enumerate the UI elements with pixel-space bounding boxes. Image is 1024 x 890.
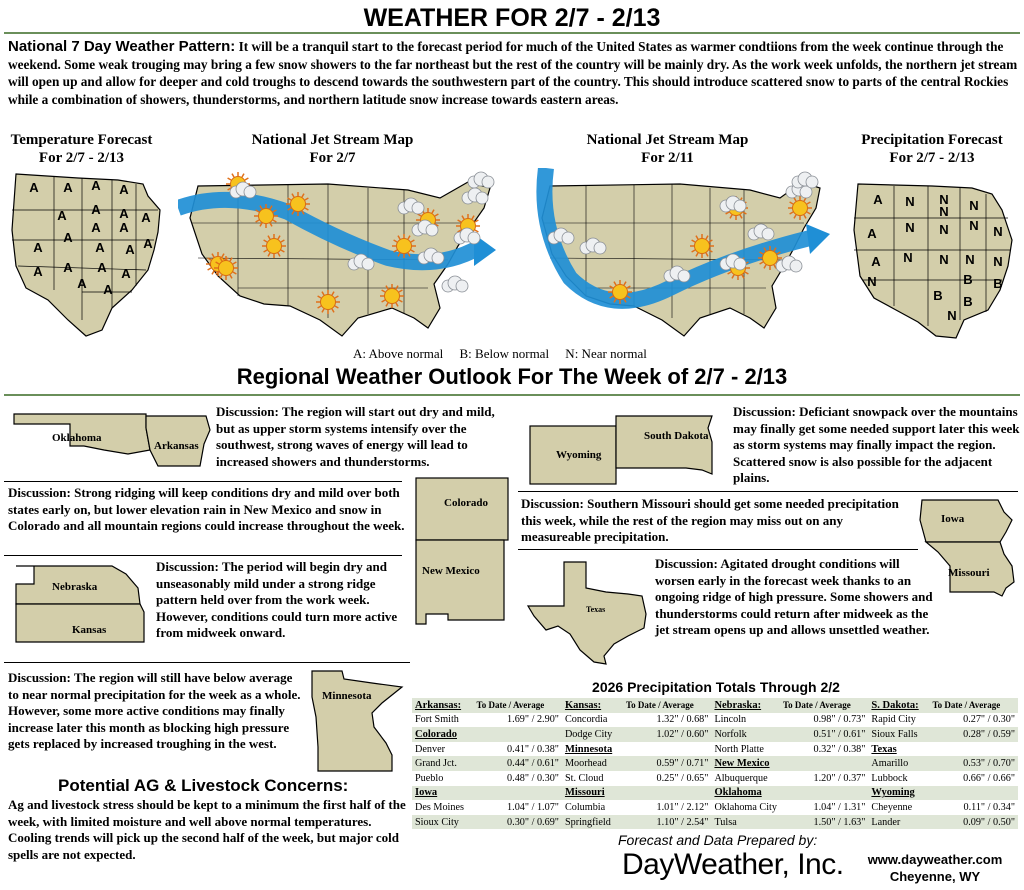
oklahoma-label: Oklahoma [52,432,102,444]
city-name: Lander [868,815,929,830]
precip-value: 0.32" / 0.38" [813,743,866,755]
precip-value: 1.50" / 1.63" [780,815,868,830]
precip-value: 1.02" / 0.60" [623,727,711,742]
jet1-title-line1: National Jet Stream Map [251,132,414,148]
city-name: North Platte [714,743,764,755]
state-header: Minnesota [564,743,613,755]
map-letter: A [95,240,105,255]
precip-value: 0.30" / 0.69" [474,815,562,830]
state-header: Oklahoma [711,786,780,801]
jet-stream-map-2-11 [530,168,840,346]
jet2-title-line1: National Jet Stream Map [586,132,749,148]
map-letter: N [903,250,913,265]
map-letter: B [993,276,1003,291]
temp-title-line1: Temperature Forecast [10,132,153,148]
precip-value: 0.25" / 0.65" [656,772,709,784]
map-letter: N [939,222,949,237]
divider [518,549,918,550]
precip-value: 1.32" / 0.68" [656,714,709,726]
map-letter: N [969,218,979,233]
column-subheader: To Date / Average [474,698,562,713]
state-header: Texas [871,743,897,755]
precip-title-line1: Precipitation Forecast [861,132,1003,148]
state-header: Colorado [412,727,474,742]
state-header: New Mexico [711,756,780,771]
city-name: Fort Smith [415,714,459,726]
jet2-map-title [585,131,750,167]
ag-concerns-title: Potential AG & Livestock Concerns: [58,776,349,795]
precip-value: 1.01" / 2.12" [656,801,709,813]
city-name: Springfield [562,815,623,830]
city-name: St. Cloud [564,772,604,784]
precip-value: 0.59" / 0.71" [623,756,711,771]
map-letter: A [867,226,877,241]
prepared-by: Forecast and Data Prepared by: [618,832,818,848]
discussion-mn: Discussion: The region will still have below average to near normal precipitation for the week as a whole. However, some more active conditions may finally increase later this month as blocking high pressure gets replaced by increased troughing in the west. [8,670,301,752]
city-name: Albuquerque [714,772,768,784]
city-name: Sioux City [412,815,474,830]
map-letter: A [57,208,67,223]
precip-value: 1.04" / 1.31" [813,801,866,813]
state-header: Kansas: [562,698,623,713]
map-letter: A [91,220,101,235]
precip-value: 0.66" / 0.66" [963,772,1015,784]
divider [4,662,410,663]
table-row [412,815,1018,830]
map-letter: B [933,288,943,303]
dayweather-logo: DayWeather, Inc. [622,848,844,881]
title-divider [4,32,1020,34]
map-letter: A [103,282,113,297]
discussion-ok-ar: Discussion: The region will start out dry and mild, but as upper storm systems intensify over the southwest, strong waves of energy will lead to increased showers and thunderstorms. [216,404,495,469]
table-row [412,786,1018,801]
new-mexico-label: New Mexico [422,565,480,577]
national-label: National 7 Day Weather Pattern: [8,38,236,55]
map-letter: N [905,220,915,235]
map-letter: A [63,180,73,195]
south-dakota-label: South Dakota [644,430,709,442]
table-row [412,727,1018,742]
ag-concerns-text: Ag and livestock stress should be kept to a minimum the first half of the week, with limited moisture and well above normal temperatures. Cooling trends will pick up the second half of the week, but major cold spells are not expected. [8,797,406,862]
city-name: Tulsa [711,815,780,830]
map-letter: N [939,204,949,219]
map-letter: N [939,192,949,207]
map-letter: A [119,206,129,221]
map-letter: A [77,276,87,291]
map-letter: A [63,230,73,245]
page-title: WEATHER FOR 2/7 - 2/13 [363,4,661,32]
table-row [412,771,1018,786]
map-letter: A [97,260,107,275]
precip-value: 0.98" / 0.73" [813,714,866,726]
national-pattern [8,38,1018,108]
colorado-label: Colorado [444,497,488,509]
city-name: Cheyenne [871,801,913,813]
table-row [412,698,1018,713]
map-letter: N [969,198,979,213]
temp-title-line2: For 2/7 - 2/13 [38,150,125,166]
map-letter: A [91,178,101,193]
column-subheader: To Date / Average [929,698,1018,713]
precip-value: 0.48" / 0.30" [507,772,559,784]
cloud-icon [442,276,468,292]
precip-value: 0.11" / 0.34" [963,801,1015,813]
jet1-title-line2: For 2/7 [309,150,356,166]
discussion-co-nm: Discussion: Strong ridging will keep conditions dry and mild over both states early on, but lower elevation rain in New Mexico and snow in Colorado and all mountain regions could increase throughout the week. [8,485,405,534]
precip-value: 0.28" / 0.59" [929,727,1018,742]
city-name: Columbia [564,801,606,813]
city-name: Des Moines [415,801,464,813]
city-name: Sioux Falls [868,727,929,742]
map-letter: N [965,252,975,267]
minnesota-label: Minnesota [322,690,372,702]
cloud-icon [792,172,818,188]
precip-totals-table [412,698,1018,829]
city-name: Moorhead [562,756,623,771]
map-letter: N [993,254,1003,269]
map-letter: N [993,224,1003,239]
map-letter: A [91,202,101,217]
map-letter: A [141,210,151,225]
city-name: Concordia [564,714,608,726]
city-name: Oklahoma City [714,801,777,813]
nebraska-label: Nebraska [52,581,98,593]
temperature-forecast-map [8,170,168,340]
map-letter: B [963,272,973,287]
map-letter: N [905,194,915,209]
precip-map-title [852,131,1012,167]
discussion-wy-sd: Discussion: Deficiant snowpack over the mountains may finally get some needed support later this week as storm systems may finally impact the region. Scattered snow is also possible for the adjacent plains. [733,404,1020,486]
wyoming-label: Wyoming [556,449,602,461]
national-text: It will be a tranquil start to the forecast period for much of the United States as warmer condtiions from the week continue through the weekend. Some weak trouging may bring a few snow showers to the far northeast but the rest of the country will be mainly dry. As the work week unfolds, the northern jet stream will open up and allow for deeper and cold troughs to descend towards the southwestern part of the country. This should introduce scattered snow to parts of the central Rockies while a combination of showers, thunderstorms, and northern latitude snow increase towards eastern areas. [8,39,1018,107]
table-row [412,756,1018,771]
precip-value: 1.10" / 2.54" [623,815,711,830]
footer-contact [852,851,1018,885]
state-header: Nebraska: [711,698,780,713]
temp-map-title [4,131,159,167]
kansas-label: Kansas [72,624,107,636]
map-letter: A [873,192,883,207]
column-subheader: To Date / Average [780,698,868,713]
jet1-map-title [250,131,415,167]
map-letter: A [33,240,43,255]
city-name: Dodge City [562,727,623,742]
precip-value: 1.69" / 2.90" [507,714,559,726]
map-letter: A [63,260,73,275]
jet2-title-line2: For 2/11 [641,150,694,166]
discussion-ne-ks: Discussion: The period will begin dry and unseasonably mild under a strong ridge pattern held over from the work week. However, conditions could turn more active from midweek onward. [156,559,398,641]
map-letter: N [867,274,877,289]
arkansas-label: Arkansas [154,440,199,452]
website-link[interactable]: www.dayweather.com [867,852,1003,867]
state-header: Iowa [412,786,474,801]
city-name: Grand Jct. [412,756,474,771]
map-legend: A: Above normal B: Below normal N: Near normal [353,346,647,361]
precip-value: 1.04" / 1.07" [507,801,559,813]
map-letter: B [963,294,973,309]
divider [4,481,402,482]
state-header: Wyoming [868,786,929,801]
cloud-icon [468,172,494,188]
city-name: Denver [415,743,445,755]
map-letter: A [143,236,153,251]
regional-divider [4,394,1020,396]
divider [4,555,402,556]
divider [518,491,1018,492]
texas-label: Texas [586,605,606,614]
map-letter: A [121,266,131,281]
discussion-tx: Discussion: Agitated drought conditions will worsen early in the forecast week thanks to an ongoing ridge of high pressure. Some showers and thunderstorms could return after midweek as the jet stream opens up and allows unsettled weather. [655,556,933,638]
table-row [412,742,1018,757]
state-header: Arkansas: [412,698,474,713]
jet-stream-map-2-7 [178,168,508,346]
missouri-label: Missouri [948,567,990,579]
city-name: Rapid City [871,714,916,726]
precip-value: 1.20" / 0.37" [813,772,866,784]
precip-value: 0.53" / 0.70" [929,756,1018,771]
column-subheader: To Date / Average [623,698,711,713]
precip-value: 0.41" / 0.38" [507,743,559,755]
city-name: Norfolk [711,727,780,742]
map-letter: A [871,254,881,269]
discussion-ia-mo: Discussion: Southern Missouri should get some needed precipitation this week, while the rest of the region may miss out on any measureable precipitation. [521,496,899,545]
regional-title: Regional Weather Outlook For The Week of 2/7 - 2/13 [236,364,788,389]
table-row [412,713,1018,728]
map-letter: N [947,308,957,323]
map-letter: N [939,252,949,267]
iowa-label: Iowa [941,513,965,525]
city-name: Lubbock [871,772,908,784]
precip-value: 0.27" / 0.30" [963,714,1015,726]
precip-title-line2: For 2/7 - 2/13 [889,150,975,166]
city-name: Lincoln [714,714,747,726]
map-letter: A [33,264,43,279]
footer-city: Cheyenne, WY [889,869,981,884]
map-letter: A [125,242,135,257]
map-letter: A [119,220,129,235]
map-letter: A [119,182,129,197]
city-name: Pueblo [415,772,444,784]
map-letter: A [29,180,39,195]
minnesota-map [302,667,412,777]
precip-value: 0.09" / 0.50" [929,815,1018,830]
precipitation-forecast-map [852,180,1018,344]
state-header: S. Dakota: [868,698,929,713]
precip-table-title: 2026 Precipitation Totals Through 2/2 [592,679,840,695]
state-header: Missouri [562,786,623,801]
table-row [412,800,1018,815]
precip-value: 0.51" / 0.61" [780,727,868,742]
precip-value: 0.44" / 0.61" [474,756,562,771]
city-name: Amarillo [868,756,929,771]
